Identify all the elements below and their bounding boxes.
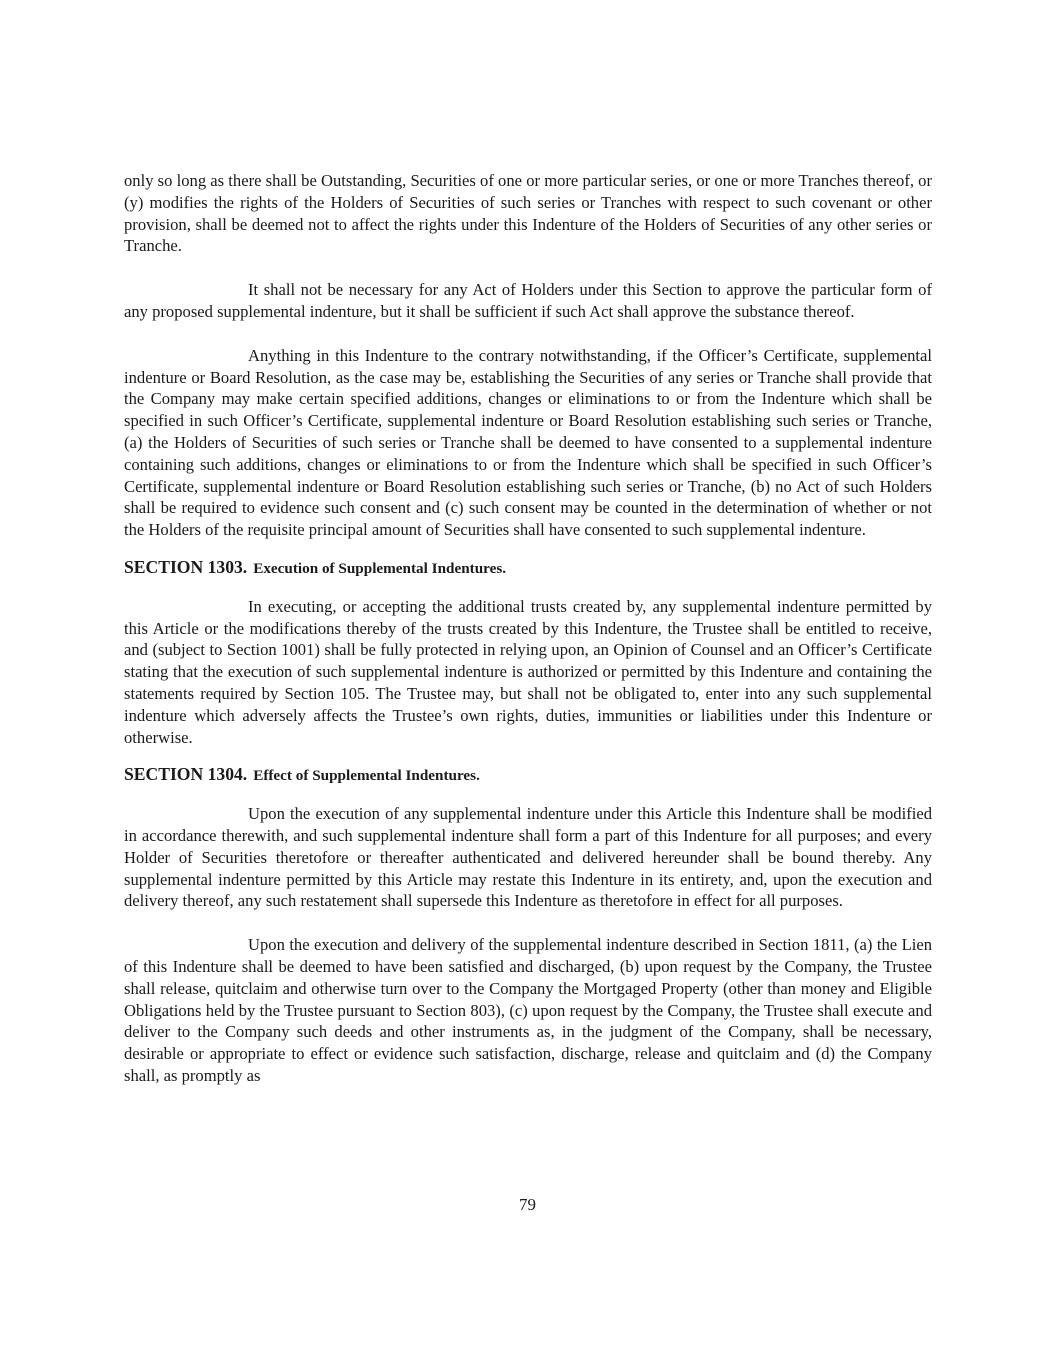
spacer (124, 323, 932, 345)
paragraph-act-of-holders: It shall not be necessary for any Act of Holders under this Section to approve the particular form of any proposed supplemental indenture, but it shall be sufficient if such Act shall approve the substance thereof. (124, 280, 932, 321)
paragraph-continuation: only so long as there shall be Outstanding, Securities of one or more particular series, or one or more Tranches thereof, or (y) modifies the rights of the Holders of Securities of such series or Tranches with respect to such covenant or other provision, shall be deemed not to affect the rights under this Indenture of the Holders of Securities of any other series or Tranche. (124, 171, 932, 256)
spacer (124, 912, 932, 934)
spacer (124, 580, 932, 596)
section-1304-heading (124, 764, 932, 787)
spacer (124, 787, 932, 803)
document-body (124, 170, 932, 1087)
spacer (124, 257, 932, 279)
spacer (124, 541, 932, 557)
section-1303-title: Execution of Supplemental Indentures. (253, 559, 507, 577)
section-1304-number: SECTION 1304. (124, 764, 248, 785)
paragraph-execution: In executing, or accepting the additional trusts created by, any supplemental indenture permitted by this Article or the modifications thereby of the trusts created by this Indenture, the Trustee shall be entitled to receive, and (subject to Section 1001) shall be fully protected in relying upon, an Opinion of Counsel and an Officer’s Certificate stating that the execution of such supplemental indenture is authorized or permitted by this Indenture and containing the statements required by Section 105. The Trustee may, but shall not be obligated to, enter into any such supplemental indenture which adversely affects the Trustee’s own rights, duties, immunities or liabilities under this Indenture or otherwise. (124, 596, 932, 747)
paragraph-effect: Upon the execution of any supplemental indenture under this Article this Indenture shall be modified in accordance therewith, and such supplemental indenture shall form a part of this Indenture for all purposes; and every Holder of Securities theretofore or thereafter authenticated and delivered hereunder shall be bound thereby. Any supplemental indenture permitted by this Article may restate this Indenture in its entirety, and, upon the execution and delivery thereof, any such restatement shall supersede this Indenture as theretofore in effect for all purposes. (124, 804, 932, 911)
section-1303-number: SECTION 1303. (124, 556, 248, 577)
spacer (124, 748, 932, 764)
page-number: 79 (519, 1195, 536, 1214)
section-1304-title: Effect of Supplemental Indentures. (253, 767, 480, 785)
section-1303-heading (124, 557, 932, 580)
paragraph-section-1811: Upon the execution and delivery of the supplemental indenture described in Section 1811, (a) the Lien of this Indenture shall be deemed to have been satisfied and discharged, (b) upon request by the Company, the Trustee shall release, quitclaim and otherwise turn over to the Company the Mortgaged Property (other than money and Eligible Obligations held by the Trustee pursuant to Section 803), (c) upon request by the Company, the Trustee shall execute and deliver to the Company such deeds and other instruments as, in the judgment of the Company, shall be necessary, desirable or appropriate to effect or evidence such satisfaction, discharge, release and quitclaim and (d) the Company shall, as promptly as (124, 935, 932, 1085)
paragraph-notwithstanding: Anything in this Indenture to the contrary notwithstanding, if the Officer’s Certificate, supplemental indenture or Board Resolution, as the case may be, establishing the Securities of any series or Tranche shall provide that the Company may make certain specified additions, changes or eliminations to or from the Indenture which shall be specified in such Officer’s Certificate, supplemental indenture or Board Resolution establishing such series or Tranche, (a) the Holders of Securities of such series or Tranche shall be deemed to have consented to a supplemental indenture containing such additions, changes or eliminations to or from the Indenture which shall be specified in such Officer’s Certificate, supplemental indenture or Board Resolution establishing such series or Tranche, (b) no Act of such Holders shall be required to evidence such consent and (c) such consent may be counted in the determination of whether or not the Holders of the requisite principal amount of Securities shall have consented to such supplemental indenture. (124, 345, 932, 540)
